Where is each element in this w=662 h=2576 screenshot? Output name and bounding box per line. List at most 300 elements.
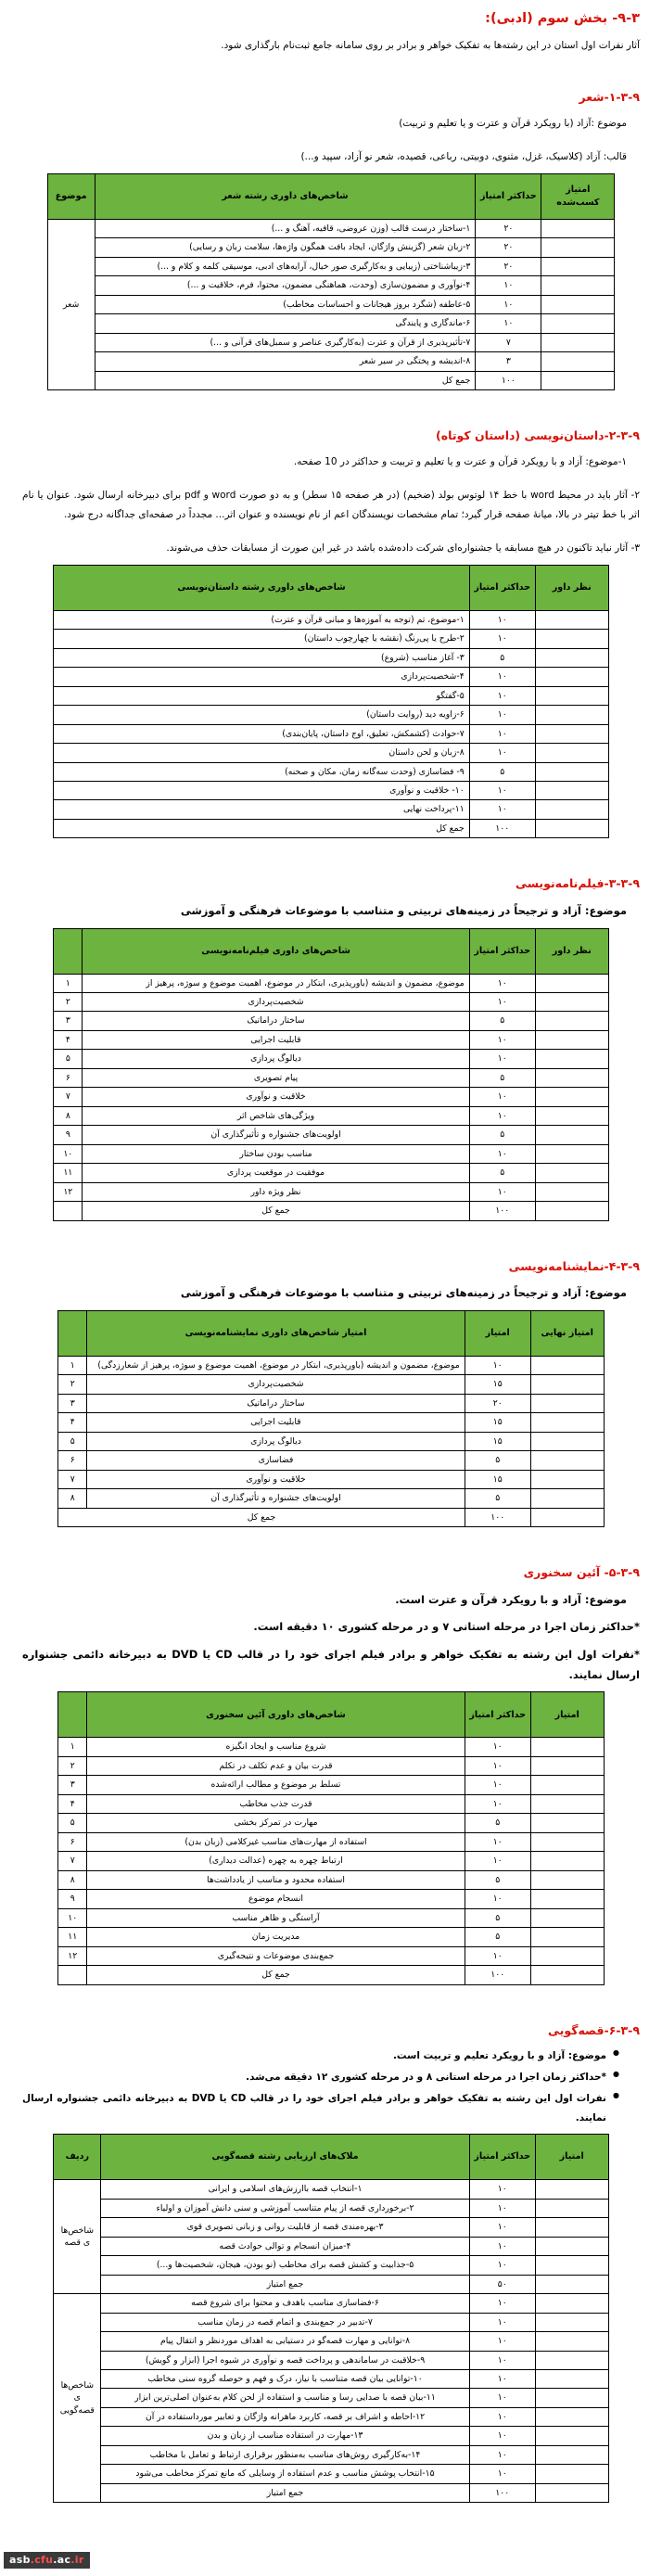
score-cell: ۱۰: [469, 744, 535, 762]
total-label-cell: جمع کل: [83, 1202, 469, 1220]
score-entry-cell[interactable]: [535, 2465, 608, 2483]
table-row: [54, 2313, 608, 2331]
judge-cell[interactable]: [535, 610, 608, 629]
judge-cell[interactable]: [535, 1164, 608, 1182]
table-row: [54, 2294, 608, 2313]
score-cell: ۱۵: [465, 1432, 530, 1450]
row-group-label-storytelling: شاخص‌های قصه‌گویی: [54, 2294, 101, 2503]
criterion-cell: ۷-تدبیر در جمع‌بندی و اتمام قصه در زمان مناسب: [101, 2313, 469, 2331]
subtotal-label-cell: جمع امتیاز: [101, 2275, 469, 2293]
header-judge-opinion: نظر داور: [535, 565, 608, 610]
criterion-cell: مهارت در تمرکز بخشی: [87, 1814, 465, 1832]
list-item: ● نفرات اول این رشته به تفکیک خواهر و برادر فیلم اجرای خود را در قالب CD یا DVD به دبیرخانه دائمی جشنواره ارسال نمایند.: [22, 2089, 619, 2128]
criterion-cell: ۲-زبان شعر (گزینش واژگان، ایجاد بافت همگون واژه‌ها، سلامت زبان و رسایی): [95, 238, 476, 257]
table-row: [47, 352, 615, 371]
table-row: [54, 762, 608, 781]
score-cell: ۲۰: [476, 238, 541, 257]
judge-cell[interactable]: [535, 1050, 608, 1068]
table-row: [58, 1375, 604, 1394]
judge-cell[interactable]: [535, 724, 608, 743]
score-entry-cell[interactable]: [530, 1908, 604, 1927]
score-entry-cell[interactable]: [535, 2275, 608, 2293]
score-cell: ۱۵: [465, 1375, 530, 1394]
index-cell: ۶: [54, 1068, 83, 1087]
table-row: [58, 1832, 604, 1851]
table-header-row: [54, 928, 608, 974]
score-cell: ۱۰: [469, 1030, 535, 1049]
judge-cell[interactable]: [535, 1068, 608, 1087]
score-entry-cell[interactable]: [535, 2294, 608, 2313]
score-cell: ۱۰: [469, 1050, 535, 1068]
header-max-score: حداکثر امتیاز: [469, 565, 535, 610]
criterion-cell: استفاده از مهارت‌های مناسب غیرکلامی (زبان بدن): [87, 1832, 465, 1851]
score-cell: ۱۰: [465, 1852, 530, 1870]
table-row: [54, 2218, 608, 2237]
poetry-table: [47, 173, 616, 390]
final-score-cell[interactable]: [530, 1508, 604, 1526]
criterion-cell: اولویت‌های جشنواره و تأثیرگذاری آن: [83, 1126, 469, 1144]
earned-cell[interactable]: [541, 314, 615, 333]
score-entry-cell[interactable]: [530, 1756, 604, 1775]
header-criteria: شاخص‌های داوری آئین سخنوری: [87, 1692, 465, 1738]
table-row: [47, 295, 615, 313]
table-row-total: [54, 2483, 608, 2502]
table-row: [58, 1946, 604, 1965]
section-intro: آثار نفرات اول استان در این رشته‌ها به تفکیک خواهر و برادر بر روی سامانه جامع ثبت‌نام بارگذاری شود.: [221, 39, 640, 51]
table-row: [54, 668, 608, 686]
score-cell: ۵: [465, 1451, 530, 1470]
index-cell: ۷: [54, 1088, 83, 1106]
header-criteria: امتیاز شاخص‌های داوری نمایشنامه‌نویسی: [87, 1310, 465, 1356]
table-row: [54, 2407, 608, 2426]
earned-cell[interactable]: [541, 371, 615, 389]
final-score-cell[interactable]: [530, 1470, 604, 1488]
criterion-cell: قدرت جذب مخاطب: [87, 1794, 465, 1813]
judge-cell[interactable]: [535, 1202, 608, 1220]
judge-cell[interactable]: [535, 706, 608, 724]
index-cell: ۸: [54, 1106, 83, 1125]
judge-cell[interactable]: [535, 1088, 608, 1106]
judge-cell[interactable]: [535, 974, 608, 992]
score-entry-cell[interactable]: [535, 2351, 608, 2369]
index-cell: ۱۲: [54, 1182, 83, 1201]
criterion-cell: ۶-فضاسازی مناسب باهدف و محتوا برای شروع قصه: [101, 2294, 469, 2313]
index-cell: ۶: [58, 1832, 87, 1851]
score-cell: ۱۰: [465, 1356, 530, 1374]
table-row: [54, 744, 608, 762]
score-entry-cell[interactable]: [530, 1738, 604, 1756]
judge-cell[interactable]: [535, 800, 608, 819]
score-entry-cell[interactable]: [535, 2180, 608, 2199]
storytelling-notes: [22, 2047, 640, 2128]
score-entry-cell[interactable]: [535, 2483, 608, 2502]
row-group-label-story: شاخص‌های قصه: [54, 2180, 101, 2294]
header-criteria: شاخص‌های داوری رشته داستان‌نویسی: [54, 565, 469, 610]
oratory-submission-note: *نفرات اول این رشته به تفکیک خواهر و برادر فیلم اجرای خود را در قالب CD یا DVD به دبیرخانه دائمی جشنواره ارسال نمایند.: [22, 1647, 640, 1682]
row-group-label: شعر: [47, 219, 95, 389]
table-row: [58, 1432, 604, 1450]
storytelling-table: [53, 2134, 608, 2503]
playwriting-subject: موضوع: آزاد و ترجیحاً در زمینه‌های تربیتی و متناسب با موضوعات فرهنگی و آموزشی: [180, 1286, 627, 1300]
criterion-cell: مدیریت زمان: [87, 1928, 465, 1946]
score-cell: ۱۰: [469, 2389, 535, 2407]
table-row: [58, 1776, 604, 1794]
table-row: [47, 238, 615, 257]
score-cell: ۱۰: [476, 276, 541, 295]
table-row-subtotal: [54, 2275, 608, 2293]
criterion-cell: ۱۰-توانایی بیان قصه متناسب با نیاز، درک و فهم و حوصله گروه سنی مخاطب: [101, 2370, 469, 2389]
final-score-cell[interactable]: [530, 1375, 604, 1394]
final-score-cell[interactable]: [530, 1356, 604, 1374]
screenplay-table: [53, 928, 608, 1221]
earned-cell[interactable]: [541, 257, 615, 275]
table-row-total: [47, 371, 615, 389]
index-cell: ۸: [58, 1870, 87, 1889]
score-cell: ۵: [465, 1908, 530, 1927]
criterion-cell: ۱۲-احاطه و اشراف بر قصه، کاربرد ماهرانه واژگان و تعابیر مورداستفاده در آن: [101, 2407, 469, 2426]
earned-cell[interactable]: [541, 219, 615, 237]
table-row: [54, 724, 608, 743]
score-cell: ۵: [469, 1068, 535, 1087]
score-cell: ۱۰: [469, 2256, 535, 2275]
index-cell: ۲: [54, 993, 83, 1012]
score-cell: ۱۰: [465, 1832, 530, 1851]
criterion-cell: ۸-توانایی و مهارت قصه‌گو در دستیابی به اهداف موردنظر و انتقال پیام: [101, 2332, 469, 2351]
criterion-cell: ۷-تأثیرپذیری از قرآن و عترت (به‌کارگیری عناصر و سمبل‌های قرآنی و ...): [95, 333, 476, 351]
table-row: [58, 1852, 604, 1870]
screenplay-subject: موضوع: آزاد و ترجیحاً در زمینه‌های تربیتی و متناسب با موضوعات فرهنگی و آموزشی: [180, 904, 627, 918]
score-cell: ۵: [469, 1126, 535, 1144]
table-row-total: [58, 1966, 604, 1984]
judge-cell[interactable]: [535, 1030, 608, 1049]
score-cell: ۱۰: [469, 2351, 535, 2369]
story-title: ۲-۳-۹-داستان‌نویسی (داستان کوتاه): [436, 428, 640, 443]
score-entry-cell[interactable]: [535, 2199, 608, 2217]
criterion-cell: ۸-اندیشه و پختگی در سیر شعر: [95, 352, 476, 371]
table-row: [58, 1794, 604, 1813]
table-row: [58, 1890, 604, 1908]
criterion-cell: ۱-ساختار درست قالب (وزن عروضی، قافیه، آهنگ و ...): [95, 219, 476, 237]
table-row: [54, 686, 608, 705]
index-cell: ۱۱: [58, 1928, 87, 1946]
table-row: [54, 1144, 608, 1163]
criterion-cell: آراستگی و ظاهر مناسب: [87, 1908, 465, 1927]
score-cell: ۱۰: [469, 630, 535, 648]
judge-cell[interactable]: [535, 1182, 608, 1201]
score-cell: ۱۰: [469, 2180, 535, 2199]
score-cell: ۱۰: [469, 724, 535, 743]
table-row: [58, 1470, 604, 1488]
table-row: [54, 800, 608, 819]
score-cell: ۱۰۰: [469, 819, 535, 837]
table-row: [54, 2351, 608, 2369]
score-cell: ۱۰: [469, 668, 535, 686]
earned-cell[interactable]: [541, 333, 615, 351]
criterion-cell: ۶-ماندگاری و پایندگی: [95, 314, 476, 333]
criterion-cell: ۵-عاطفه (شگرد بروز هیجانات و احساسات مخاطب): [95, 295, 476, 313]
criterion-cell: ۱۵-انتخاب پوشش مناسب و عدم استفاده از وسایلی که مانع تمرکز مخاطب می‌شود: [101, 2465, 469, 2483]
table-row: [47, 219, 615, 237]
header-earned-score: امتیاز کسب‌شده: [541, 173, 615, 219]
score-cell: ۱۰۰: [465, 1508, 530, 1526]
score-entry-cell[interactable]: [530, 1928, 604, 1946]
score-cell: ۵: [465, 1928, 530, 1946]
criterion-cell: دیالوگ پردازی: [83, 1050, 469, 1068]
final-score-cell[interactable]: [530, 1394, 604, 1412]
score-entry-cell[interactable]: [530, 1890, 604, 1908]
criterion-cell: شروع مناسب و ایجاد انگیزه: [87, 1738, 465, 1756]
table-row: [58, 1814, 604, 1832]
playwriting-table: [57, 1310, 604, 1527]
judge-cell[interactable]: [535, 762, 608, 781]
criterion-cell: ۹-خلاقیت در ساماندهی و پرداخت قصه و نوآوری در شیوه اجرا (ابزار و گویش): [101, 2351, 469, 2369]
header-final-score: امتیاز نهایی: [530, 1310, 604, 1356]
score-entry-cell[interactable]: [530, 1852, 604, 1870]
header-score: امتیاز: [530, 1692, 604, 1738]
table-row: [54, 648, 608, 667]
criterion-cell: ۸-زبان و لحن داستان: [54, 744, 469, 762]
score-cell: ۵: [469, 762, 535, 781]
score-cell: ۳: [476, 352, 541, 371]
total-label-cell: جمع کل: [95, 371, 476, 389]
judge-cell[interactable]: [535, 668, 608, 686]
score-entry-cell[interactable]: [530, 1814, 604, 1832]
index-cell: ۱۰: [58, 1908, 87, 1927]
score-entry-cell[interactable]: [530, 1776, 604, 1794]
poetry-format: قالب: آزاد (کلاسیک، غزل، مثنوی، دوبیتی، رباعی، قصیده، شعر نو آزاد، سپید و...): [300, 151, 627, 163]
score-entry-cell[interactable]: [535, 2332, 608, 2351]
criterion-cell: ساختار دراماتیک: [83, 1012, 469, 1030]
index-cell: ۱۱: [54, 1164, 83, 1182]
criterion-cell: ۵-گفتگو: [54, 686, 469, 705]
index-cell: ۸: [58, 1489, 87, 1508]
criterion-cell: شخصیت‌پردازی: [87, 1375, 465, 1394]
total-label-cell: جمع کل: [58, 1508, 465, 1526]
table-row: [54, 1164, 608, 1182]
criterion-cell: پیام تصویری: [83, 1068, 469, 1087]
story-note-2: ۲- آثار باید در محیط word با خط ۱۴ لوتوس بولد (ضخیم) (در هر صفحه ۱۵ سطر) و به دو صورت word و pdf برای دبیرخانه ارسال شود. عنوان یا نام اثر با خط تیتر در بالا، میانهٔ صفحه قرار گیرد؛ تمام مشخصات نویسندگان اعم از نام نویسنده و عنوان اثر... مجدداً در صفحه‌ای جداگانه درج شود.: [22, 490, 640, 520]
earned-cell[interactable]: [541, 238, 615, 257]
index-cell: ۹: [54, 1126, 83, 1144]
table-row: [54, 2180, 608, 2199]
final-score-cell[interactable]: [530, 1432, 604, 1450]
criterion-cell: موضوع، مضمون و اندیشه (باورپذیری، ابتکار در موضوع، اهمیت موضوع و سوژه، پرهیز از شعارزدگی): [87, 1356, 465, 1374]
score-cell: ۱۰: [469, 2427, 535, 2445]
criterion-cell: ۱۰- خلاقیت و نوآوری: [54, 781, 469, 799]
table-row: [58, 1489, 604, 1508]
criterion-cell: ۹- فضاسازی (وحدت سه‌گانه زمان، مکان و صحنه): [54, 762, 469, 781]
score-entry-cell[interactable]: [535, 2445, 608, 2464]
criterion-cell: جمع‌بندی موضوعات و نتیجه‌گیری: [87, 1946, 465, 1965]
score-cell: ۱۰: [469, 2465, 535, 2483]
score-cell: ۱۰: [469, 1182, 535, 1201]
score-cell: ۱۰: [469, 2407, 535, 2426]
score-cell: ۱۰۰: [469, 2483, 535, 2502]
score-cell: ۷: [476, 333, 541, 351]
score-cell: ۱۰: [469, 1144, 535, 1163]
criterion-cell: فضاسازی: [87, 1451, 465, 1470]
score-cell: ۱۵: [465, 1470, 530, 1488]
judge-cell[interactable]: [535, 1144, 608, 1163]
score-entry-cell[interactable]: [530, 1794, 604, 1813]
score-cell: ۱۰: [469, 1106, 535, 1125]
score-entry-cell[interactable]: [530, 1832, 604, 1851]
earned-cell[interactable]: [541, 276, 615, 295]
score-entry-cell[interactable]: [535, 2256, 608, 2275]
judge-cell[interactable]: [535, 744, 608, 762]
total-label-cell: جمع کل: [87, 1966, 465, 1984]
score-cell: ۱۰۰: [476, 371, 541, 389]
score-entry-cell[interactable]: [535, 2427, 608, 2445]
judge-cell[interactable]: [535, 819, 608, 837]
score-cell: ۱۰: [469, 2294, 535, 2313]
criterion-cell: ۳- آغاز مناسب (شروع): [54, 648, 469, 667]
table-row: [54, 2465, 608, 2483]
score-cell: ۱۰: [469, 2237, 535, 2255]
earned-cell[interactable]: [541, 352, 615, 371]
index-cell: ۴: [58, 1413, 87, 1432]
table-row-total: [58, 1508, 604, 1526]
table-header-row: [58, 1692, 604, 1738]
final-score-cell[interactable]: [530, 1413, 604, 1432]
table-row: [58, 1756, 604, 1775]
criterion-cell: قابلیت اجرایی: [83, 1030, 469, 1049]
score-cell: ۲۰: [476, 219, 541, 237]
header-judge-opinion: نظر داور: [535, 928, 608, 974]
index-cell: ۱: [58, 1356, 87, 1374]
score-cell: ۱۰: [469, 974, 535, 992]
judge-cell[interactable]: [535, 781, 608, 799]
section-heading: ۹-۳- بخش سوم (ادبی):: [485, 11, 640, 26]
poetry-table-body: [47, 219, 615, 389]
final-score-cell[interactable]: [530, 1451, 604, 1470]
table-row: [54, 993, 608, 1012]
criterion-cell: ۷-حوادث (کشمکش، تعلیق، اوج داستان، پایان‌بندی): [54, 724, 469, 743]
criterion-cell: مناسب بودن ساختار: [83, 1144, 469, 1163]
criterion-cell: ۱۱-بیان قصه با صدایی رسا و مناسب و استفاده از لحن کلام به‌عنوان اصلی‌ترین ابزار: [101, 2389, 469, 2407]
index-cell: ۴: [54, 1030, 83, 1049]
screenplay-title: ۳-۳-۹-فیلم‌نامه‌نویسی: [516, 876, 640, 891]
criterion-cell: قدرت بیان و عدم تکلف در تکلم: [87, 1756, 465, 1775]
criterion-cell: ۴-میزان انسجام و توالی حوادث قصه: [101, 2237, 469, 2255]
criterion-cell: اولویت‌های جشنواره و تأثیرگذاری آن: [87, 1489, 465, 1508]
index-cell: ۲: [58, 1375, 87, 1394]
score-entry-cell[interactable]: [530, 1946, 604, 1965]
score-cell: ۵: [469, 1164, 535, 1182]
table-row: [54, 2445, 608, 2464]
criterion-cell: موضوع، مضمون و اندیشه (باورپذیری، ابتکار در موضوع، اهمیت موضوع و سوژه، پرهیز از: [83, 974, 469, 992]
header-row-index: ردیف: [54, 2135, 101, 2180]
oratory-time-note: *حداکثر زمان اجرا در مرحله استانی ۷ و در مرحله کشوری ۱۰ دقیقه است.: [253, 1620, 640, 1634]
score-cell: ۵: [465, 1870, 530, 1889]
score-cell: ۱۰: [465, 1776, 530, 1794]
criterion-cell: خلاقیت و نوآوری: [83, 1088, 469, 1106]
score-cell: ۲۰: [465, 1394, 530, 1412]
criterion-cell: خلاقیت و نوآوری: [87, 1470, 465, 1488]
oratory-table-body: [58, 1738, 604, 1984]
table-row: [47, 276, 615, 295]
score-entry-cell[interactable]: [535, 2389, 608, 2407]
header-subject: موضوع: [47, 173, 95, 219]
score-cell: ۱۰: [469, 800, 535, 819]
index-cell: [58, 1966, 87, 1984]
judge-cell[interactable]: [535, 1106, 608, 1125]
criterion-cell: ساختار دراماتیک: [87, 1394, 465, 1412]
score-cell: ۲۰: [476, 257, 541, 275]
earned-cell[interactable]: [541, 295, 615, 313]
table-row: [47, 257, 615, 275]
score-entry-cell[interactable]: [530, 1966, 604, 1984]
table-row: [54, 2237, 608, 2255]
list-item: ● *حداکثر زمان اجرا در مرحله استانی ۸ و در مرحله کشوری ۱۲ دقیقه می‌شد.: [22, 2068, 619, 2087]
score-entry-cell[interactable]: [535, 2313, 608, 2331]
score-cell: ۱۰: [469, 993, 535, 1012]
header-max-score: حداکثر امتیاز: [469, 928, 535, 974]
playwriting-title: ۴-۳-۹-نمایشنامه‌نویسی: [508, 1258, 640, 1273]
judge-cell[interactable]: [535, 686, 608, 705]
oratory-title: ۵-۳-۹- آئین سخنوری: [523, 1565, 640, 1580]
judge-cell[interactable]: [535, 993, 608, 1012]
score-cell: ۱۰: [469, 1088, 535, 1106]
score-cell: ۱۰: [469, 706, 535, 724]
judge-cell[interactable]: [535, 648, 608, 667]
index-cell: ۵: [58, 1432, 87, 1450]
criterion-cell: ۱۴-به‌کارگیری روش‌های مناسب به‌منظور برقراری ارتباط و تعامل با مخاطب: [101, 2445, 469, 2464]
index-cell: [54, 1202, 83, 1220]
criterion-cell: ویژگی‌های شاخص اثر: [83, 1106, 469, 1125]
table-row: [54, 1106, 608, 1125]
poetry-subject: موضوع :آزاد (با رویکرد قرآن و عترت و یا تعلیم و تربیت): [399, 117, 627, 129]
table-row: [54, 706, 608, 724]
criterion-cell: تسلط بر موضوع و مطالب ارائه‌شده: [87, 1776, 465, 1794]
header-score: امتیاز: [535, 2135, 608, 2180]
score-entry-cell[interactable]: [535, 2237, 608, 2255]
final-score-cell[interactable]: [530, 1489, 604, 1508]
table-row-total: [54, 1202, 608, 1220]
table-row: [58, 1908, 604, 1927]
total-label-cell: جمع امتیاز: [101, 2483, 469, 2502]
score-cell: ۵۰: [469, 2275, 535, 2293]
header-index: [58, 1692, 87, 1738]
table-row: [54, 2389, 608, 2407]
table-row: [58, 1356, 604, 1374]
list-item: ● موضوع: آزاد و با رویکرد تعلیم و تربیت است.: [22, 2047, 619, 2066]
score-cell: ۱۰: [465, 1946, 530, 1965]
score-entry-cell[interactable]: [535, 2407, 608, 2426]
score-cell: ۵: [465, 1489, 530, 1508]
judge-cell[interactable]: [535, 1126, 608, 1144]
table-row: [54, 1182, 608, 1201]
table-row: [58, 1413, 604, 1432]
score-entry-cell[interactable]: [535, 2218, 608, 2237]
table-row: [58, 1451, 604, 1470]
index-cell: ۷: [58, 1470, 87, 1488]
criterion-cell: موفقیت در موقعیت پردازی: [83, 1164, 469, 1182]
index-cell: ۱۲: [58, 1946, 87, 1965]
header-criteria: شاخص‌های داوری رشته شعر: [95, 173, 476, 219]
table-row: [58, 1394, 604, 1412]
table-header-row: [58, 1310, 604, 1356]
table-row: [54, 2256, 608, 2275]
score-entry-cell[interactable]: [535, 2370, 608, 2389]
score-entry-cell[interactable]: [530, 1870, 604, 1889]
criterion-cell: نظر ویژه داور: [83, 1182, 469, 1201]
judge-cell[interactable]: [535, 630, 608, 648]
index-cell: ۳: [54, 1012, 83, 1030]
score-cell: ۱۰: [465, 1890, 530, 1908]
index-cell: ۷: [58, 1852, 87, 1870]
judge-cell[interactable]: [535, 1012, 608, 1030]
